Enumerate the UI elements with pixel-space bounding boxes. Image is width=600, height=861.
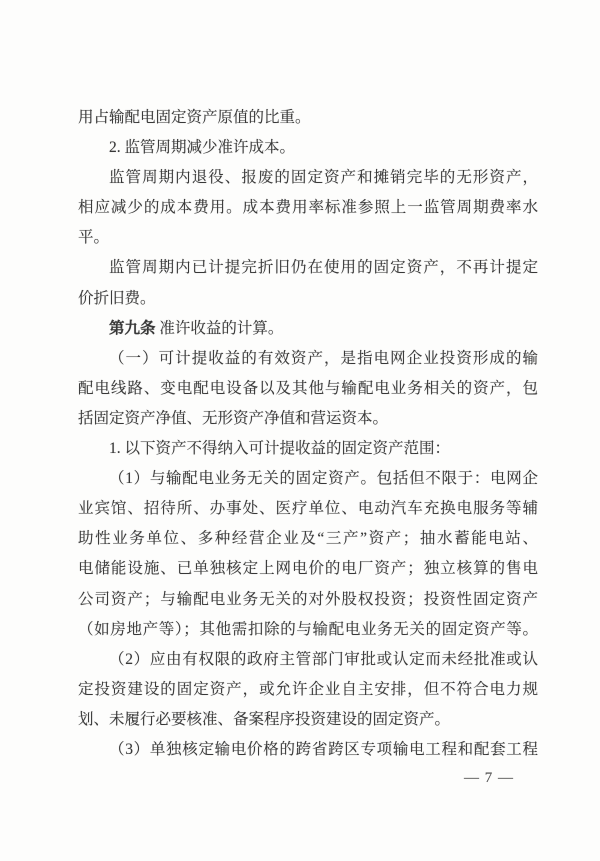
text-line: 划、未履行必要核准、备案程序投资建设的固定资产。 (78, 710, 451, 728)
text-line: （如房地产等）；其他需扣除的与输配电业务无关的固定资产等。 (78, 620, 538, 638)
text-line: （一）可计提收益的有效资产，是指电网企业投资形成的输 (109, 349, 538, 367)
text-line: 电储能设施、已单独核定上网电价的电厂资产；独立核算的售电 (78, 560, 538, 578)
text-line (78, 314, 538, 344)
text-line: 监管周期内已计提完折旧仍在使用的固定资产，不再计提定 (109, 259, 538, 277)
text-line: 定投资建设的固定资产，或允许企业自主安排，但不符合电力规 (78, 680, 538, 698)
text-line: （3）单独核定输电价格的跨省跨区专项输电工程和配套工程 (109, 740, 538, 758)
article-title: 准许收益的计算。 (155, 319, 284, 337)
text-line: 业宾馆、招待所、办事处、医疗单位、电动汽车充换电服务等辅 (78, 500, 538, 518)
text-line: 用占输配电固定资产原值的比重。 (78, 109, 311, 126)
text-line: 公司资产；与输配电业务无关的对外股权投资；投资性固定资产 (78, 590, 538, 608)
text-line: 平。 (78, 229, 110, 247)
text-line: 监管周期内退役、报废的固定资产和摊销完毕的无形资产， (109, 169, 538, 187)
document-body (78, 103, 538, 765)
text-line: 1. 以下资产不得纳入可计提收益的固定资产范围： (109, 440, 451, 458)
text-line: （2）应由有权限的政府主管部门审批或认定而未经批准或认 (109, 650, 538, 668)
text-line: 配电线路、变电配电设备以及其他与输配电业务相关的资产，包 (78, 379, 538, 397)
text-line: 助性业务单位、多种经营企业及“三产”资产；抽水蓄能电站、 (78, 530, 538, 548)
text-line: 相应减少的成本费用。成本费用率标准参照上一监管周期费率水 (78, 199, 538, 217)
text-line: （1）与输配电业务无关的固定资产。包括但不限于：电网企 (109, 470, 538, 488)
text-line: 价折旧费。 (78, 289, 156, 307)
text-line: 2. 监管周期减少准许成本。 (109, 139, 296, 157)
page-number: — 7 — (464, 770, 514, 786)
article-number: 第九条 (109, 319, 156, 337)
text-line: 括固定资产净值、无形资产净值和营运资本。 (78, 409, 389, 427)
